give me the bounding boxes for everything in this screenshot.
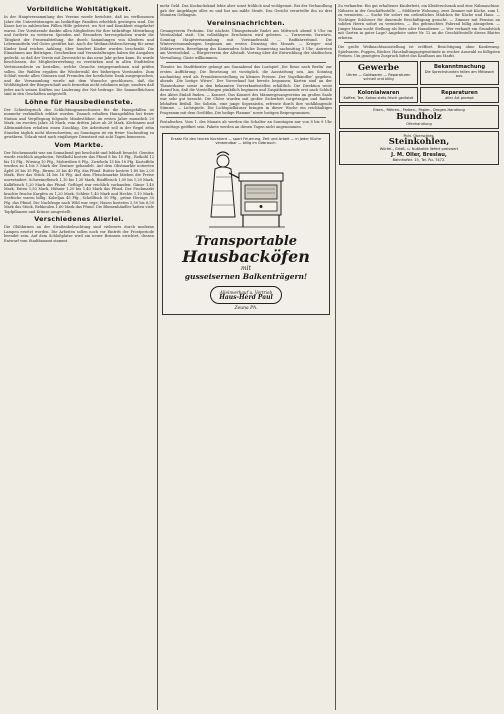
- ad-grocery-text: Kaffee, Tee, Kakao stets frisch geröstet: [343, 95, 414, 100]
- ad-coal-title: Steinkohlen,: [388, 137, 450, 148]
- article-heading-wages: Löhne für Hausbedienstete.: [24, 97, 134, 106]
- ad-repairs: [420, 87, 499, 103]
- ad-coal-address: Bahnhofstr. 15, Tel. Ru. 7472.: [392, 157, 446, 162]
- stamp-name: Haus-Herd Paul: [219, 294, 273, 302]
- ad-jeweler: [339, 61, 418, 85]
- article-heading-market: Vom Markte.: [54, 140, 104, 149]
- ad-coal-vendor: J. M. Oller, Breslau,: [391, 151, 447, 158]
- oven-advertisement: [162, 133, 330, 316]
- article-text-court: mehr Geld. Das Kuckuckskind lebte aber sonst fröhlich und wohlgemut. Bei der Verhandlung gab der Angeklagte alles zu und bat um milde Strafe. Das Gericht verurteilte ihn zu drei Monaten Gefängnis.: [160, 4, 332, 18]
- ad-repairs-title: Reparaturen: [441, 89, 478, 96]
- classifieds-text: Zu verkaufen: Ein gut erhaltenes Kinderbett, ein Kleiderschrank und eine Nähmaschine. Näheres in der Geschäftsstelle. — Möblierte Wohnung, zwei Zimmer mit Küche, zum 1. zu vermieten. — Suche für sofort ein ordentliches Mädchen für Küche und Haus. — Tüchtiger Schlosser für dauernde Beschäftigung gesucht. — Zimmer mit Pension an soliden Herrn sofort zu vermieten. — Ein gebrauchtes Fahrrad billig abzugeben. — Junger Mann sucht Stellung als Bote oder Hausdiener. — Wer verkauft ein Grundstück mit Garten in guter Lage? Angebote unter Nr. 12 an die Geschäftsstelle dieses Blattes erbeten.: [338, 4, 500, 40]
- article-text-market: Der Wochenmarkt war am Sonnabend gut beschickt und lebhaft besucht. Gemüse wurde reichlich angeboten; Weißkohl kostete das Pfund 8 bis 10 Pfg., Rotkohl 12 bis 15 Pfg., Wirsing 10 Pfg., Mohrrüben 8 Pfg., Zwiebeln 15 bis 18 Pfg. Kartoffeln wurden zu 4 bis 5 Mark der Zentner gehandelt. Auf dem Obstmarkte notierten Äpfel 20 bis 35 Pfg., Birnen 25 bis 40 Pfg. das Pfund. Butter kostete 1,80 bis 2,00 Mark, Eier das Stück 14 bis 16 Pfg. Auf dem Fleischmarkte blieben die Preise unverändert. Schweinefleisch 1,10 bis 1,30 Mark, Rindfleisch 1,00 bis 1,20 Mark, Kalbfleisch 1,20 Mark das Pfund. Geflügel war reichlich vorhanden: Gänse 1,40 Mark, Enten 1,50 Mark, Hühner 1,20 bis 1,40 Mark das Pfund. Der Fischmarkt brachte frische Karpfen zu 1,20 Mark, Schleie 1,40 Mark und Hechte 1,10 Mark. Seefische waren billig: Kabeljau 45 Pfg., Schellfisch 50 Pfg., grüne Heringe 30 Pfg. das Pfund. Die Nachfrage nach Wild war rege; Hasen kosteten 5,50 bis 6,50 Mark das Stück, Rehkeulen 1,60 Mark das Pfund. Die Blumenhändler hatten viele Topfpflanzen und Kränze ausgestellt.: [4, 150, 154, 214]
- ad-coal-text: Würfel-, Grieß- u. Nußkohle liefert preiswert: [379, 147, 459, 152]
- column-divider: [157, 4, 158, 710]
- article-text-charity: In der Hauptversammlung des Vereins wurde berichtet, daß im verflossenen Jahre die Unterstützungen an bedürftige Familien erheblich gestiegen sind. Die Kasse hat in zahlreichen Fällen Hilfe geleistet, wo Not und Krankheit eingekehrt waren. Der Vorsitzende dankte allen Mitgliedern für ihre tatkräftige Mitwirkung und forderte zu weiteren Spenden auf. Besonders hervorgehoben wurde die Tätigkeit der Frauenabteilung, die durch Sammlungen von Kleidern und Lebensmitteln viel Gutes gestiftet hat. Auch die Weihnachtsbescherung für arme Kinder fand reichen Anklang; über hundert Kinder wurden beschenkt. Die Einnahmen aus Beiträgen, Geschenken und Veranstaltungen haben die Ausgaben gedeckt, so daß der Verein mit Zuversicht in das neue Jahr gehen kann. Es wurde beschlossen, die Mitgliederwerbung zu verstärken und in allen Stadtteilen Vertrauensleute zu bestellen, welche Gesuche entgegennehmen und prüfen sollen. Die Wahlen ergaben die Wiederwahl des bisherigen Vorstandes. Zum Schluß wurde allen Gönnern und Freunden der herzlichste Dank ausgesprochen, und die Versammlung wurde mit dem Wunsche geschlossen, daß die Wohltätigkeit der Bürgerschaft auch fernerhin nicht erlahmen möge, sondern daß jeder nach seinen Kräften zur Linderung der Not beitrage. Die Sammelbüchsen sind in den Geschäften aufgestellt.: [4, 15, 154, 97]
- ad-row: [339, 87, 499, 103]
- ad-notice-title: Bekanntmachung: [433, 64, 486, 71]
- ad-city: Zeuna Ph.: [234, 306, 258, 312]
- ad-title-transportable: Transportable: [194, 234, 298, 250]
- ad-coal-origin: Poln. Oberschles.: [403, 134, 435, 139]
- ad-with: mit: [240, 265, 252, 273]
- article-text-clubs: Gesangverein Frohsinn. Die nächste Übungsstunde findet am Mittwoch abend 8 Uhr im Vereinslokal statt. Um vollzähliges Erscheinen wird gebeten. — Turnverein Vorwärts. Sonntag Hauptversammlung mit Vorstandswahl. — Radfahrerbund. Die Winterversammlungen beginnen am ersten Dienstag des Monats. — Krieger- und Militärverein. Beerdigung des Kameraden Schulze Donnerstag nachmittag 3 Uhr; Antreten am Vereinslokal. — Bürgerverein der Altstadt. Vortrag über die Entwicklung der städtischen Verwaltung. Gäste willkommen.: [160, 28, 332, 60]
- ad-intro-text: Ersatz für den teuren Kochherd — spart Feuerung, Zeit und Arbeit — in jeder Küche verwendbar — billig im Gebrauch.: [170, 136, 322, 145]
- ad-notice-text: Die Sprechstunden fallen am Mittwoch aus.: [424, 70, 495, 79]
- ad-jeweler-title: Gewerbe: [357, 63, 400, 74]
- divider: [166, 62, 326, 63]
- ad-repairs-text: aller Art prompt: [445, 95, 474, 100]
- article-text-post: Postalisches. Vom 1. des Monats ab werden die Schalter an Sonntagen nur von 8 bis 9 Uhr vormittags geöffnet sein. Pakete werden an diesen Tagen nicht angenommen.: [160, 120, 332, 130]
- ad-grocery: [339, 87, 418, 103]
- ad-coal: [339, 131, 499, 165]
- article-text-theater: Theater. Im Stadttheater gelangt am Sonnabend das Lustspiel ‚Die Reise nach Berlin‘ zur ersten Aufführung. Die Besetzung ist vorzüglich, die Ausstattung neu. Am Sonntag nachmittag wird als Fremdenvorstellung zu kleinen Preisen ‚Der Vogelhändler‘ gegeben, abends ‚Die lustige Witwe‘. Der Vorverkauf hat bereits begonnen; Karten sind an der Theaterkasse sowie in den bekannten Vorverkaufsstellen erhältlich. Die Direktion weist darauf hin, daß die Vorstellungen pünktlich beginnen und Zuspätkommende erst nach Schluß des Aktes Einlaß finden. — Konzert. Das Konzert des Männergesangvereins im großen Saale war sehr gut besucht. Die Chöre wurden mit großer Sicherheit vorgetragen und fanden lebhaften Beifall. Die Solistin, eine junge Sopranistin, erfreute durch ihre wohlklingende Stimme. — Lichtspiele. Die Lichtspielhäuser bringen in dieser Woche ein reichhaltiges Programm mit dem Großfilm ‚Die heilige Flamme‘ sowie lustigen Beiprogrammen.: [160, 65, 332, 115]
- ad-hardware-title: Bundholz: [396, 111, 442, 122]
- ad-subtitle: gusseisernen Balkenträgern!: [184, 272, 308, 282]
- ad-hardware: [339, 105, 499, 129]
- article-text-wages: Der Schiedsspruch des Schlichtungsausschusses für die Hausgehilfen ist nunmehr verbindlich erklärt worden. Danach erhalten Hausgehilfen bei freier Station und Verpflegung folgende Mindestlöhne: im ersten Jahre monatlich 20 Mark, im zweiten Jahre 24 Mark, vom dritten Jahre ab 28 Mark. Köchinnen und Alleinmädchen erhalten einen Zuschlag. Die Arbeitszeit soll in der Regel zehn Stunden täglich nicht überschreiten; an Sonntagen ist ein freier Nachmittag zu gewähren. Urlaub wird nach einjähriger Dienstzeit mit acht Tagen bemessen.: [4, 107, 154, 140]
- article-text-misc: Die Glühbirnen an der Straßenbeleuchtung sind vielerorts durch moderne Lampen ersetzt worden. Die Arbeiten sollen noch vor Eintritt der Frostperiode beendet sein. Auf dem Schloßplatze wird ein neuer Brunnen errichtet, dessen Entwurf vom Stadtbauamt stammt.: [4, 225, 154, 243]
- divider: [344, 42, 494, 43]
- column-middle: [160, 4, 332, 710]
- article-heading-clubs: Vereinsnachrichten.: [207, 18, 285, 27]
- column-left: [4, 4, 154, 710]
- column-divider: [335, 4, 336, 710]
- store-announcement: Die große Weihnachtsausstellung ist eröffnet. Besichtigung ohne Kaufzwang. Spielwaren, Puppen, Bücher, Haushaltungsgegenstände in reicher Auswahl zu billigsten Preisen. Um geneigten Zuspruch bittet das Kaufhaus am Markt.: [338, 45, 500, 59]
- ad-hardware-sub: Ofenhandlung: [406, 121, 432, 126]
- ad-title-ovens: Hausbacköfen: [182, 247, 310, 267]
- article-heading-charity: Vorbildliche Wohltätigkeit.: [26, 5, 132, 13]
- divider: [166, 117, 326, 118]
- article-heading-misc: Verschiedenes Allerlei.: [34, 215, 124, 224]
- ad-vendor-stamp: [210, 286, 282, 304]
- ad-jeweler-text: Uhren — Goldwaren — Reparaturen schnell und billig: [346, 73, 411, 82]
- ad-grocery-title: Kolonialwaren: [357, 89, 400, 96]
- ad-notice: [420, 61, 499, 85]
- column-right: [338, 4, 500, 710]
- ad-row: [339, 61, 499, 85]
- ad-hardware-text: Eisen-, Röhren-, Farben-, Papier-, Drogen-Handlung: [373, 108, 465, 113]
- stamp-line: Alleinverkauf u. Vertrieb: [219, 290, 273, 296]
- oven-illustration: [205, 147, 287, 233]
